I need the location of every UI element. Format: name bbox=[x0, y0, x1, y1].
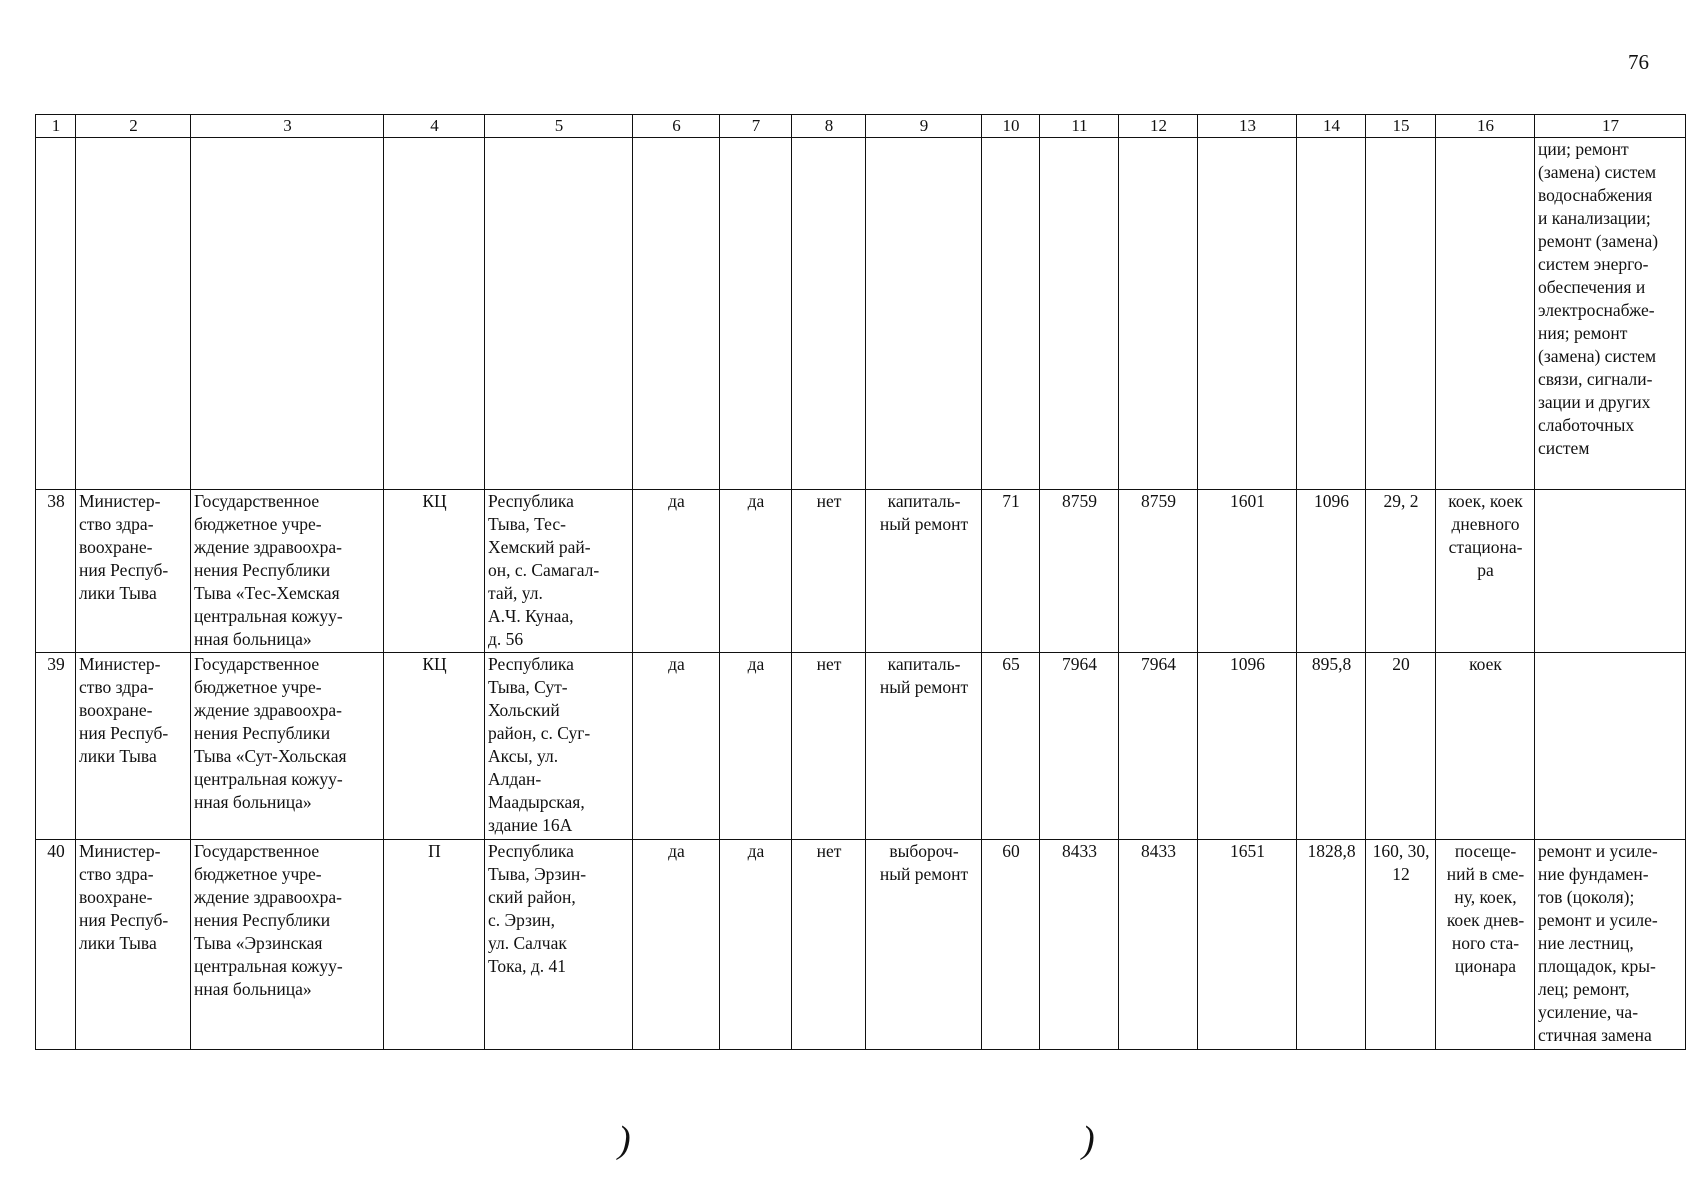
value-cell: 8759 bbox=[1119, 490, 1198, 653]
value-cell: 1096 bbox=[1297, 490, 1366, 653]
column-header: 6 bbox=[633, 115, 720, 138]
flag-cell: да bbox=[720, 653, 792, 840]
handwritten-mark: ) bbox=[1082, 1119, 1095, 1161]
work-types-cell: ремонт и усиле- ние фундамен- тов (цоколя); ремонт и усиле- ние лестниц, площадок, кры- лец; ремонт, усиление, ча- стичная замена bbox=[1535, 840, 1686, 1050]
column-header: 8 bbox=[792, 115, 866, 138]
table-row bbox=[36, 840, 1686, 1050]
continuation-row bbox=[36, 138, 1686, 490]
flag-cell: да bbox=[633, 840, 720, 1050]
table-row bbox=[36, 490, 1686, 653]
value-cell: 71 bbox=[982, 490, 1040, 653]
value-cell: 65 bbox=[982, 653, 1040, 840]
repair-kind-cell: выбороч- ный ремонт bbox=[866, 840, 982, 1050]
value-cell: 7964 bbox=[1119, 653, 1198, 840]
column-header: 12 bbox=[1119, 115, 1198, 138]
value-cell: 8433 bbox=[1040, 840, 1119, 1050]
work-types-cell bbox=[1535, 653, 1686, 840]
column-header: 4 bbox=[384, 115, 485, 138]
capacity-unit-cell: коек, коек дневного стациона- ра bbox=[1436, 490, 1535, 653]
flag-cell: да bbox=[720, 840, 792, 1050]
column-header: 14 bbox=[1297, 115, 1366, 138]
work-types-cell: ции; ремонт (замена) систем водоснабжения и канализации; ремонт (замена) систем энерго- обеспечения и электроснабже- ния; ремонт (замена) систем связи, сигнали- зации и других слаботочных систем bbox=[1535, 138, 1686, 490]
flag-cell: нет bbox=[792, 490, 866, 653]
column-header: 3 bbox=[191, 115, 384, 138]
row-number: 39 bbox=[36, 653, 76, 840]
work-types-cell bbox=[1535, 490, 1686, 653]
column-header: 17 bbox=[1535, 115, 1686, 138]
repair-kind-cell: капиталь- ный ремонт bbox=[866, 490, 982, 653]
value-cell: 1601 bbox=[1198, 490, 1297, 653]
column-header: 13 bbox=[1198, 115, 1297, 138]
handwritten-mark: ) bbox=[618, 1119, 631, 1161]
flag-cell: да bbox=[633, 653, 720, 840]
value-cell: 1096 bbox=[1198, 653, 1297, 840]
flag-cell: нет bbox=[792, 653, 866, 840]
value-cell: 1828,8 bbox=[1297, 840, 1366, 1050]
value-cell: 8433 bbox=[1119, 840, 1198, 1050]
authority-cell: Министер- ство здра- воохране- ния Респуб- лики Тыва bbox=[76, 840, 191, 1050]
column-header: 16 bbox=[1436, 115, 1535, 138]
column-header: 11 bbox=[1040, 115, 1119, 138]
column-number-row bbox=[36, 115, 1686, 138]
table-row bbox=[36, 653, 1686, 840]
row-number: 38 bbox=[36, 490, 76, 653]
flag-cell: да bbox=[720, 490, 792, 653]
value-cell: 895,8 bbox=[1297, 653, 1366, 840]
column-header: 9 bbox=[866, 115, 982, 138]
capacity-unit-cell: посеще- ний в сме- ну, коек, коек днев- ного ста- ционара bbox=[1436, 840, 1535, 1050]
repair-kind-cell: капиталь- ный ремонт bbox=[866, 653, 982, 840]
address-cell: Республика Тыва, Эрзин- ский район, с. Эрзин, ул. Салчак Тока, д. 41 bbox=[485, 840, 633, 1050]
column-header: 10 bbox=[982, 115, 1040, 138]
repair-program-table bbox=[35, 114, 1686, 1050]
column-header: 7 bbox=[720, 115, 792, 138]
institution-cell: Государственное бюджетное учре- ждение здравоохра- нения Республики Тыва «Эрзинская центральная кожуу- нная больница» bbox=[191, 840, 384, 1050]
column-header: 15 bbox=[1366, 115, 1436, 138]
type-cell: КЦ bbox=[384, 490, 485, 653]
capacity-unit-cell: коек bbox=[1436, 653, 1535, 840]
value-cell: 60 bbox=[982, 840, 1040, 1050]
authority-cell: Министер- ство здра- воохране- ния Респуб- лики Тыва bbox=[76, 653, 191, 840]
capacity-cell: 160, 30, 12 bbox=[1366, 840, 1436, 1050]
type-cell: КЦ bbox=[384, 653, 485, 840]
address-cell: Республика Тыва, Тес- Хемский рай- он, с. Самагал- тай, ул. А.Ч. Кунаа, д. 56 bbox=[485, 490, 633, 653]
capacity-cell: 20 bbox=[1366, 653, 1436, 840]
type-cell: П bbox=[384, 840, 485, 1050]
row-number: 40 bbox=[36, 840, 76, 1050]
value-cell: 1651 bbox=[1198, 840, 1297, 1050]
capacity-cell: 29, 2 bbox=[1366, 490, 1436, 653]
column-header: 1 bbox=[36, 115, 76, 138]
column-header: 2 bbox=[76, 115, 191, 138]
column-header: 5 bbox=[485, 115, 633, 138]
address-cell: Республика Тыва, Сут- Хольский район, с. Суг- Аксы, ул. Алдан- Маадырская, здание 16А bbox=[485, 653, 633, 840]
value-cell: 8759 bbox=[1040, 490, 1119, 653]
institution-cell: Государственное бюджетное учре- ждение здравоохра- нения Республики Тыва «Сут-Хольская центральная кожуу- нная больница» bbox=[191, 653, 384, 840]
flag-cell: да bbox=[633, 490, 720, 653]
flag-cell: нет bbox=[792, 840, 866, 1050]
value-cell: 7964 bbox=[1040, 653, 1119, 840]
authority-cell: Министер- ство здра- воохране- ния Респуб- лики Тыва bbox=[76, 490, 191, 653]
page-number: 76 bbox=[1628, 50, 1649, 74]
institution-cell: Государственное бюджетное учре- ждение здравоохра- нения Республики Тыва «Тес-Хемская центральная кожуу- нная больница» bbox=[191, 490, 384, 653]
